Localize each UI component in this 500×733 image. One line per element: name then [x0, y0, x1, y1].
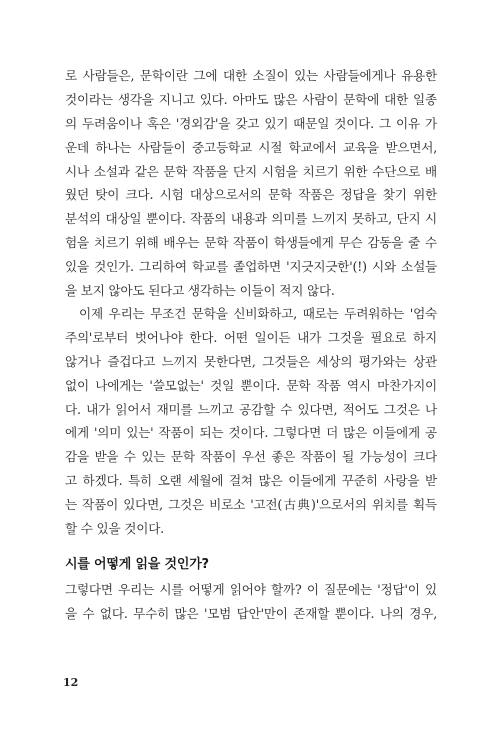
text-line: 고 하겠다. 특히 오랜 세월에 걸쳐 많은 이들에게 꾸준히 사랑을 받	[65, 473, 437, 489]
text-line: 는 작품이 있다면, 그것은 비로소 '고전(古典)'으로서의 위치를 획득	[65, 497, 437, 513]
paragraph-2	[65, 302, 437, 541]
text-line: 험을 치르기 위해 배우는 문학 작품이 학생들에게 무슨 감동을 줄 수	[65, 235, 437, 251]
text-line: 없이 나에게는 '쓸모없는' 것일 뿐이다. 문학 작품 역시 마찬가지이	[65, 377, 437, 393]
paragraph-3	[65, 578, 437, 626]
text-line: 분석의 대상일 뿐이다. 작품의 내용과 의미를 느끼지 못하고, 단지 시	[65, 211, 437, 227]
text-line: 할 수 있을 것이다.	[65, 521, 164, 537]
text-line: 운데 하나는 사람들이 중고등학교 시절 학교에서 교육을 받으면서,	[65, 139, 437, 155]
text-line: 있을 것인가. 그리하여 학교를 졸업하면 '지긋지긋한'(!) 시와 소설들	[65, 259, 437, 275]
text-line: 을 수 없다. 무수히 많은 '모범 답안'만이 존재할 뿐이다. 나의 경우,	[65, 605, 437, 621]
text-line: 의 두려움이나 혹은 '경외감'을 갖고 있기 때문일 것이다. 그 이유 가	[65, 115, 437, 131]
paragraph-1	[65, 64, 437, 303]
text-line: 그렇다면 우리는 시를 어떻게 읽어야 할까? 이 질문에는 '정답'이 있	[65, 582, 437, 597]
text-line: 주의'로부터 벗어나야 한다. 어떤 일이든 내가 그것을 필요로 하지	[65, 329, 437, 345]
text-line: 다. 내가 읽어서 재미를 느끼고 공감할 수 있다면, 적어도 그것은 나	[65, 401, 437, 417]
text-line: 에게 '의미 있는' 작품이 되는 것이다. 그렇다면 더 많은 이들에게 공	[65, 425, 437, 441]
page-number: 12	[63, 676, 79, 689]
text-line: 을 보지 않아도 된다고 생각하는 이들이 적지 않다.	[65, 283, 335, 299]
text-line: 시나 소설과 같은 문학 작품을 단지 시험을 치르기 위한 수단으로 배	[65, 163, 437, 179]
text-line: 이제 우리는 무조건 문학을 신비화하고, 때로는 두려워하는 '엄숙	[79, 306, 437, 321]
text-line: 로 사람들은, 문학이란 그에 대한 소질이 있는 사람들에게나 유용한	[65, 68, 437, 83]
text-line: 것이라는 생각을 지니고 있다. 아마도 많은 사람이 문학에 대한 일종	[65, 91, 437, 107]
section-heading: 시를 어떻게 읽을 것인가?	[65, 557, 209, 572]
text-line: 웠던 탓이 크다. 시험 대상으로서의 문학 작품은 정답을 찾기 위한	[65, 187, 437, 203]
text-line: 않거나 즐겁다고 느끼지 못한다면, 그것들은 세상의 평가와는 상관	[65, 353, 437, 369]
text-line: 감을 받을 수 있는 문학 작품이 우선 좋은 작품이 될 가능성이 크다	[65, 449, 437, 465]
